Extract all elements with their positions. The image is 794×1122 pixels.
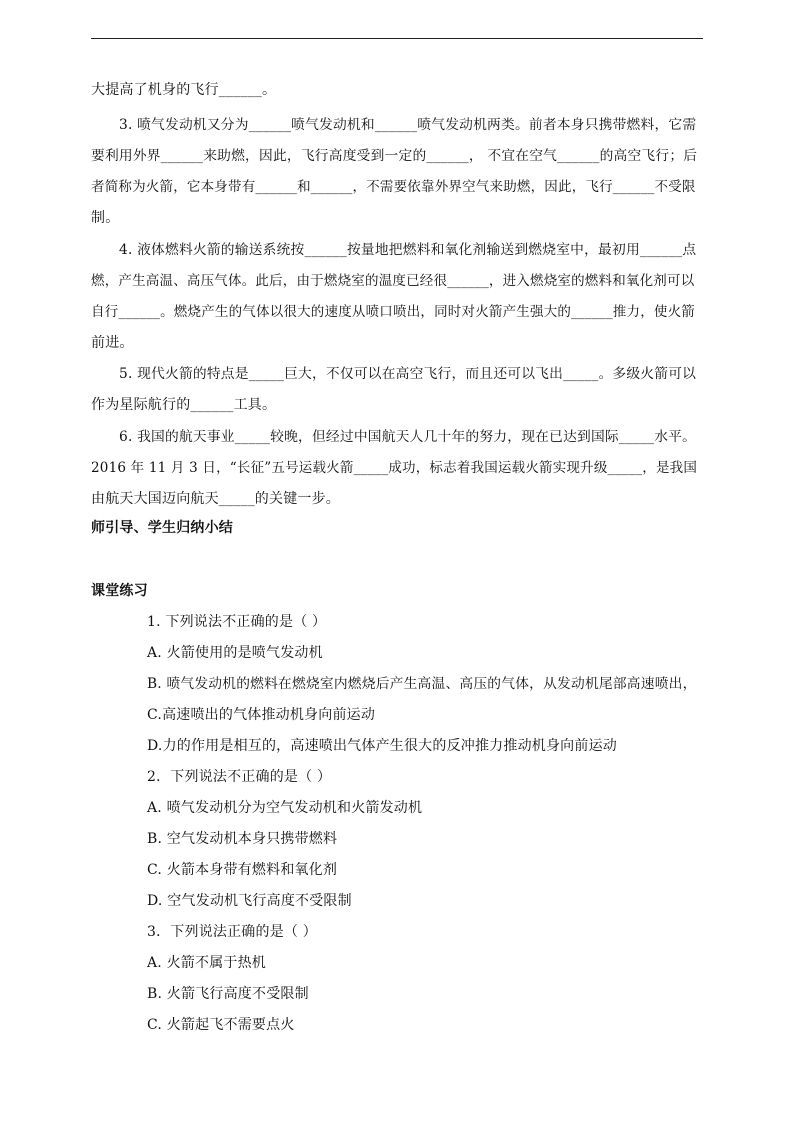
question-2-option-c: C. 火箭本身带有燃料和氧化剂 bbox=[147, 862, 338, 878]
q5-line-2: 作为星际航行的______工具。 bbox=[91, 397, 277, 413]
q3-line-1: 3. 喷气发动机又分为______喷气发动机和______喷气发动机两类。前者本身只携带燃料，它需 bbox=[119, 117, 697, 133]
question-1-option-b: B. 喷气发动机的燃料在燃烧室内燃烧后产生高温、高压的气体，从发动机尾部高速喷出， bbox=[147, 676, 697, 692]
q4-line-1: 4. 液体燃料火箭的输送系统按______按量地把燃料和氧化剂输送到燃烧室中，最初用______点 bbox=[119, 242, 697, 258]
header-rule bbox=[91, 38, 703, 39]
question-2-option-a: A. 喷气发动机分为空气发动机和火箭发动机 bbox=[147, 800, 423, 816]
q3-line-2: 要利用外界______来助燃，因此，飞行高度受到一定的______， 不宜在空气______的高空飞行；后 bbox=[91, 148, 698, 164]
question-3-stem: 3．下列说法正确的是（ ） bbox=[147, 924, 317, 940]
q2-tail-line: 大提高了机身的飞行______。 bbox=[91, 82, 277, 98]
q4-line-3: 自行______。燃烧产生的气体以很大的速度从喷口喷出，同时对火箭产生强大的______推力，使火箭 bbox=[91, 304, 695, 320]
question-1-option-a: A. 火箭使用的是喷气发动机 bbox=[147, 645, 323, 661]
summary-heading: 师引导、学生归纳小结 bbox=[91, 520, 233, 536]
practice-heading: 课堂练习 bbox=[91, 583, 148, 599]
q4-line-2: 燃，产生高温、高压气体。此后，由于燃烧室的温度已经很______，进入燃烧室的燃料和氧化剂可以 bbox=[91, 273, 695, 289]
q6-line-1: 6. 我国的航天事业_____较晚，但经过中国航天人几十年的努力，现在已达到国际_____水平。 bbox=[119, 429, 697, 445]
question-1-stem: 1. 下列说法不正确的是（ ） bbox=[147, 614, 327, 630]
q5-line-1: 5. 现代火箭的特点是_____巨大，不仅可以在高空飞行，而且还可以飞出_____。多级火箭可以 bbox=[119, 366, 697, 382]
question-1-option-c: C.高速喷出的气体推动机身向前运动 bbox=[147, 707, 376, 723]
question-3-option-b: B. 火箭飞行高度不受限制 bbox=[147, 986, 309, 1002]
q3-line-4: 制。 bbox=[91, 210, 120, 226]
q6-line-3: 由航天大国迈向航天_____的关键一步。 bbox=[91, 491, 340, 507]
q6-line-2: 2016 年 11 月 3 日，“长征”五号运载火箭_____成功，标志着我国运载火箭实现升级_____，是我国 bbox=[91, 460, 698, 476]
question-2-option-d: D. 空气发动机飞行高度不受限制 bbox=[147, 893, 352, 909]
question-3-option-a: A. 火箭不属于热机 bbox=[147, 955, 267, 971]
q3-line-3: 者简称为火箭，它本身带有______和______，不需要依靠外界空气来助燃，因此，飞行______不受限 bbox=[91, 179, 696, 195]
q4-line-4: 前进。 bbox=[91, 335, 134, 351]
question-3-option-c: C. 火箭起飞不需要点火 bbox=[147, 1017, 295, 1033]
question-1-option-d: D.力的作用是相互的，高速喷出气体产生很大的反冲推力推动机身向前运动 bbox=[147, 738, 617, 754]
question-2-stem: 2．下列说法不正确的是（ ） bbox=[147, 769, 332, 785]
question-2-option-b: B. 空气发动机本身只携带燃料 bbox=[147, 831, 338, 847]
